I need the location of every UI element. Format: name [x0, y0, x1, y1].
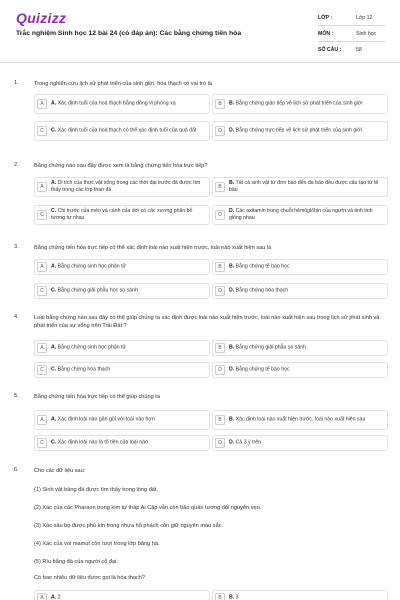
option-label: Bằng chứng trực tiếp về lịch sử phát triển của sinh giới [235, 127, 362, 134]
option-label: 3 [235, 594, 239, 600]
option-prefix: A. [51, 344, 57, 351]
question-text: Trong nghiên cứu lịch sử phát triển của sinh giới, hóa thạch có vai trò là [34, 81, 212, 87]
meta-label: SỐ CÂU : [318, 46, 342, 53]
option-letter: D [215, 286, 225, 296]
question-number: 5. [14, 393, 19, 399]
option-letter: D [215, 126, 225, 136]
option-prefix: B. [229, 263, 235, 270]
option-label: Bằng chứng sinh học phân tử [57, 344, 127, 351]
option-label: Di tích của thực vật sống trong các thời đại trước đã được tìm thấy trong các lớp than đá [51, 180, 201, 193]
option-b[interactable] [212, 177, 388, 197]
option-letter: C [37, 210, 47, 220]
option-letter: B [215, 593, 225, 600]
option-prefix: A. [51, 100, 57, 107]
option-letter: B [215, 343, 225, 353]
option-label: Xác định tuổi của hoá thạch bằng đồng vị phóng xạ [57, 100, 176, 107]
option-prefix: A. [51, 263, 57, 270]
data-item: (2) Xác của các Pharaon trong kim tự tháp Ai Cập vẫn còn bảo quản tương đối nguyên vẹn. [34, 505, 262, 511]
option-text [51, 101, 205, 108]
option-a[interactable] [34, 94, 210, 114]
question-number: 6. [14, 467, 19, 473]
data-item: (5) Rìu bằng đá của người cổ đại. [34, 559, 118, 565]
option-text [51, 345, 205, 352]
option-c[interactable] [34, 435, 210, 451]
meta-value: Lớp 12 [356, 14, 373, 21]
option-d[interactable] [212, 205, 388, 225]
option-label: Xác định loài nào gần gũi với loài nào hơn [57, 416, 155, 423]
option-text [229, 367, 383, 374]
option-label: Bằng chứng giải phẫu học so sánh [57, 287, 138, 294]
option-letter: A [37, 182, 47, 192]
option-label: Bằng chứng giải phẫu so sánh [235, 344, 307, 351]
option-text [229, 288, 383, 295]
option-a[interactable] [34, 410, 210, 430]
option-letter: C [37, 286, 47, 296]
question-text: Loại bằng chứng nào sau đây có thể giúp chúng ta xác định được loài nào xuất hiện trước, loài nào xuất hiện sau trong lịch sử phát sinh và phát triển của sự sống trên Trái Đất ? [34, 315, 380, 330]
option-text [229, 440, 383, 447]
meta-row-count [318, 42, 386, 57]
option-prefix: A. [51, 594, 57, 600]
option-prefix: C. [51, 439, 57, 446]
option-text [51, 288, 205, 295]
option-label: Chi trước của mèo và cánh của dơi có các xương phân bố tương tự nhau [51, 208, 193, 221]
option-letter: C [37, 365, 47, 375]
option-d[interactable] [212, 435, 388, 451]
meta-value: Sinh học [356, 30, 377, 37]
option-letter: A [37, 99, 47, 109]
option-letter: D [215, 438, 225, 448]
option-d[interactable] [212, 362, 388, 378]
option-letter: C [37, 438, 47, 448]
option-prefix: C. [51, 366, 57, 373]
option-label: Bằng chứng hóa thạch [235, 287, 289, 294]
option-letter: D [215, 210, 225, 220]
option-text [51, 128, 205, 135]
data-item: (3) Xác sâu bọ được phủ kín trong nhựa hổ phách còn giữ nguyên màu sắc. [34, 523, 224, 529]
question-text: Bằng chứng tiến hóa trực tiếp có thể giúp chúng ta [34, 394, 160, 400]
option-prefix: B. [229, 180, 235, 186]
option-prefix: D. [229, 287, 235, 294]
question-number: 2. [14, 162, 19, 168]
option-label: Bằng chứng tế bào học [235, 263, 290, 270]
option-c[interactable] [34, 283, 210, 299]
worksheet-header [0, 0, 400, 63]
meta-label: LỚP : [318, 14, 333, 21]
option-prefix: C. [51, 127, 57, 134]
option-label: Xác định loài nào xuất hiện trước, loài nào xuất hiện sau [235, 416, 366, 423]
option-prefix: D. [229, 439, 235, 446]
data-item: (4) Xác của voi mamut còn tươi trong lớp băng hà. [34, 541, 160, 547]
option-prefix: A. [51, 180, 57, 186]
option-text [229, 264, 383, 271]
option-prefix: B. [229, 344, 235, 351]
option-d[interactable] [212, 121, 388, 141]
option-a[interactable] [34, 177, 210, 197]
option-letter: A [37, 415, 47, 425]
option-label: 2 [57, 594, 61, 600]
option-letter: B [215, 415, 225, 425]
option-text [51, 595, 205, 600]
option-letter: A [37, 262, 47, 272]
question-text: Cho các dữ liệu sau: [34, 468, 86, 474]
option-label: Các axitamin trong chuỗi hêmôglôbin của người và tinh tinh giống nhau [229, 208, 373, 221]
option-text [229, 595, 383, 600]
option-prefix: D. [229, 208, 235, 214]
option-label: Bằng chứng sinh học phân tử [57, 263, 127, 270]
option-text [229, 417, 383, 424]
option-text [229, 101, 383, 108]
option-label: Xác định loài nào là tổ tiên của loài nào [57, 439, 148, 446]
option-prefix: C. [51, 287, 57, 294]
option-prefix: B. [229, 100, 235, 107]
question-prompt: Có bao nhiêu dữ liệu được gọi là hóa thạch? [34, 575, 145, 581]
option-letter: C [37, 126, 47, 136]
option-label: Bằng chứng tế bào học [235, 366, 290, 373]
meta-row-grade [318, 10, 386, 26]
option-prefix: B. [229, 594, 235, 600]
option-text [229, 208, 383, 222]
worksheet-meta-table [318, 10, 386, 57]
meta-value: 58 [356, 46, 362, 53]
question-text: Bằng chứng tiến hóa trực tiếp có thể xác định loài nào xuất hiện trước, loài nào xuất hiện sau là [34, 245, 272, 251]
option-label: Tất cả sinh vật từ đơn bào đến đa bào đều được cấu tạo từ tế bào [229, 180, 379, 193]
option-letter: D [215, 365, 225, 375]
option-text [51, 367, 205, 374]
option-prefix: C. [51, 208, 57, 214]
meta-label: MÔN : [318, 30, 334, 37]
option-label: Cả 3 ý trên [235, 439, 262, 446]
option-letter: A [37, 343, 47, 353]
option-text [51, 440, 205, 447]
option-c[interactable] [34, 121, 210, 141]
worksheet-title: Trắc nghiệm Sinh học 12 bài 24 (có đáp án): Các bằng chứng tiến hóa [16, 30, 242, 37]
option-letter: A [37, 593, 47, 600]
option-text [51, 417, 205, 424]
question-text: Bằng chứng nào sau đây được xem là bằng chứng tiến hóa trực tiếp? [34, 163, 208, 169]
option-text [229, 180, 383, 194]
option-b[interactable] [212, 410, 388, 430]
option-b[interactable] [212, 94, 388, 114]
option-label: Xác định tuổi của hoá thạch có thể xác định tuổi của quả đất [57, 127, 197, 134]
option-b[interactable] [212, 340, 388, 356]
option-a[interactable] [34, 340, 210, 356]
option-label: Bằng chứng gián tiếp về lịch sử phát triển của sinh giới [235, 100, 363, 107]
option-text [51, 264, 205, 271]
option-letter: B [215, 99, 225, 109]
data-item: (1) Sinh vật bảng đá được tìm thấy trong lòng đất. [34, 487, 159, 493]
option-prefix: D. [229, 366, 235, 373]
option-text [51, 180, 205, 194]
option-text [51, 208, 205, 222]
option-c[interactable] [34, 205, 210, 225]
option-a[interactable] [34, 259, 210, 275]
quizizz-logo: Quizizz [16, 10, 67, 26]
question-6 [14, 467, 388, 600]
option-prefix: B. [229, 416, 235, 423]
option-c[interactable] [34, 362, 210, 378]
option-text [229, 128, 383, 135]
option-prefix: D. [229, 127, 235, 134]
option-prefix: A. [51, 416, 57, 423]
question-number: 3. [14, 244, 19, 250]
option-b[interactable] [212, 259, 388, 275]
option-text [229, 345, 383, 352]
question-number: 4. [14, 314, 19, 320]
meta-row-subject [318, 26, 386, 42]
question-number: 1. [14, 80, 19, 86]
option-a[interactable] [34, 590, 210, 600]
option-d[interactable] [212, 283, 388, 299]
option-label: Bằng chứng hóa thạch [57, 366, 111, 373]
option-letter: B [215, 262, 225, 272]
option-b[interactable] [212, 590, 388, 600]
option-letter: B [215, 182, 225, 192]
